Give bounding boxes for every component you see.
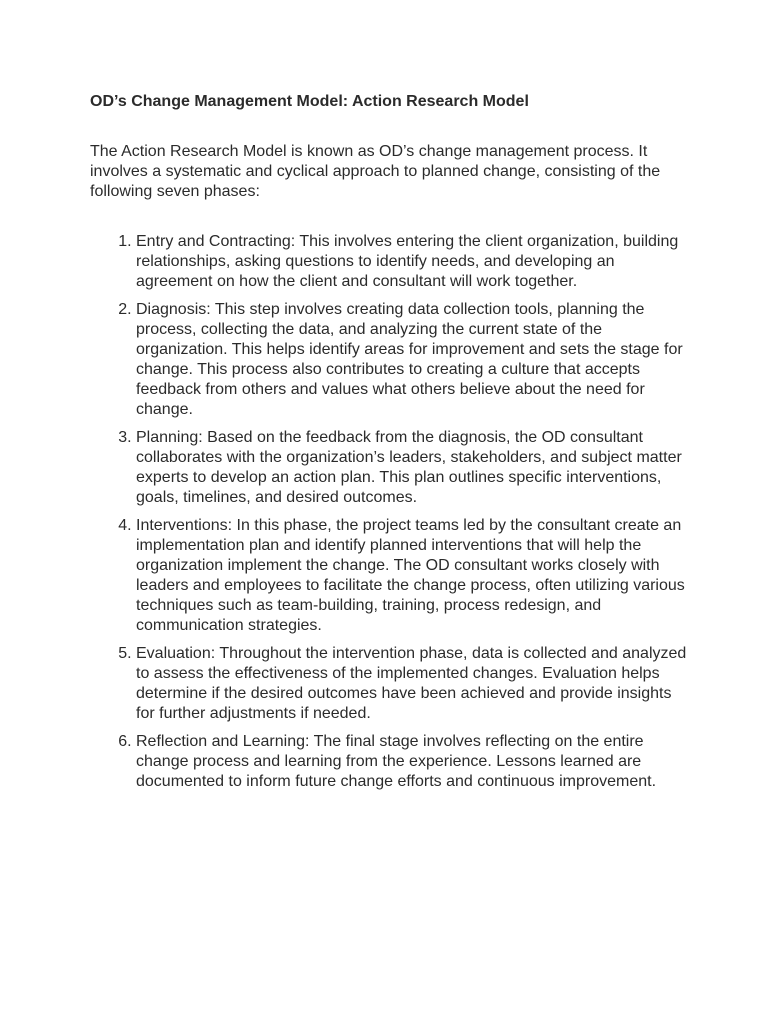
phase-item: 4. Interventions: In this phase, the project teams led by the consultant create an implementation plan and identify planned interventions that will help the organization implement the change. The OD consultant works closely with leaders and employees to facilitate the change process, often utilizing various techniques such as team-building, training, process redesign, and communication strategies. <box>136 516 690 636</box>
phase-item: 1. Entry and Contracting: This involves entering the client organization, building relationships, asking questions to identify needs, and developing an agreement on how the client and consultant will work together. <box>136 232 690 292</box>
phase-item: 3. Planning: Based on the feedback from the diagnosis, the OD consultant collaborates with the organization’s leaders, stakeholders, and subject matter experts to develop an action plan. This plan outlines specific interventions, goals, timelines, and desired outcomes. <box>136 428 690 508</box>
document-title: OD’s Change Management Model: Action Research Model <box>90 93 529 110</box>
intro-paragraph: The Action Research Model is known as OD’s change management process. It involves a systematic and cyclical approach to planned change, consisting of the following seven phases: <box>90 143 661 200</box>
phase-item: 6. Reflection and Learning: The final stage involves reflecting on the entire change process and learning from the experience. Lessons learned are documented to inform future change efforts and continuous improvement. <box>136 732 690 792</box>
phase-item: 5. Evaluation: Throughout the intervention phase, data is collected and analyzed to assess the effectiveness of the implemented changes. Evaluation helps determine if the desired outcomes have been achieved and provide insights for further adjustments if needed. <box>136 644 690 724</box>
phase-item: 2. Diagnosis: This step involves creating data collection tools, planning the process, collecting the data, and analyzing the current state of the organization. This helps identify areas for improvement and sets the stage for change. This process also contributes to creating a culture that accepts feedback from others and values what others believe about the need for change. <box>136 300 690 420</box>
phase-list <box>90 232 690 792</box>
document-page <box>90 92 690 800</box>
